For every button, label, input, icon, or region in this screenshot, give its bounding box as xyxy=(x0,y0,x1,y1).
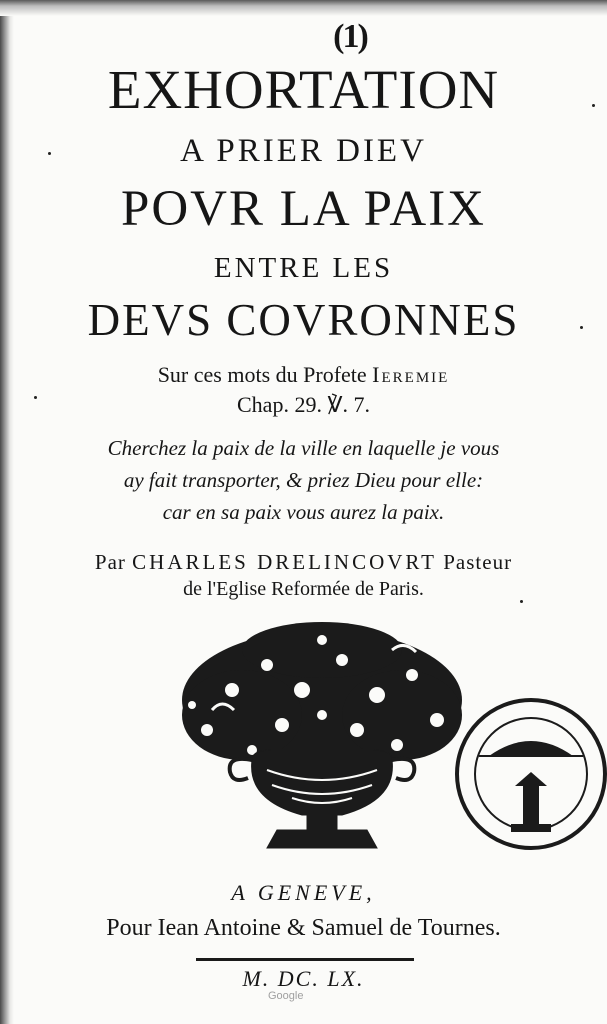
prophet-name: Ieremie xyxy=(372,362,450,387)
title-line-4: ENTRE LES xyxy=(213,252,394,284)
title-line-3: POVR LA PAIX xyxy=(120,181,487,237)
author-prefix: Par xyxy=(94,550,126,574)
imprint-date: M. DC. LX. xyxy=(242,966,365,991)
digitization-watermark: Google xyxy=(268,990,304,1002)
author-role: Pasteur xyxy=(443,550,513,574)
quote-line-3: car en sa paix vous aurez la paix. xyxy=(162,500,445,524)
ink-speck xyxy=(48,152,51,155)
page-top-shadow xyxy=(0,0,607,16)
ink-speck xyxy=(520,600,523,603)
page-number: (1) xyxy=(333,18,367,55)
title-line-5: DEVS COVRONNES xyxy=(87,295,520,345)
quote-line-2: ay fait transporter, & priez Dieu pour elle: xyxy=(123,468,484,492)
ink-speck xyxy=(592,104,595,107)
subtitle-line-1 xyxy=(0,362,607,388)
author-line-1 xyxy=(0,550,607,575)
subtitle-line-2: Chap. 29. ℣. 7. xyxy=(237,392,370,417)
title-line-2: A PRIER DIEV xyxy=(180,133,427,169)
quote-line-1: Cherchez la paix de la ville en laquelle je vous xyxy=(107,436,500,460)
imprint-printer: Pour Iean Antoine & Samuel de Tournes. xyxy=(106,915,501,941)
library-stamp xyxy=(445,686,607,856)
author-name: CHARLES DRELINCOVRT xyxy=(132,550,437,574)
title-line-1: EXHORTATION xyxy=(107,59,500,120)
ink-speck xyxy=(580,326,583,329)
ink-speck xyxy=(34,396,37,399)
imprint-rule xyxy=(196,958,414,961)
flower-vase-ornament xyxy=(172,620,472,870)
author-line-2: de l'Eglise Reformée de Paris. xyxy=(183,578,424,600)
imprint-place: A GENEVE, xyxy=(231,880,376,905)
subtitle-prefix: Sur ces mots du Profete xyxy=(157,362,367,387)
